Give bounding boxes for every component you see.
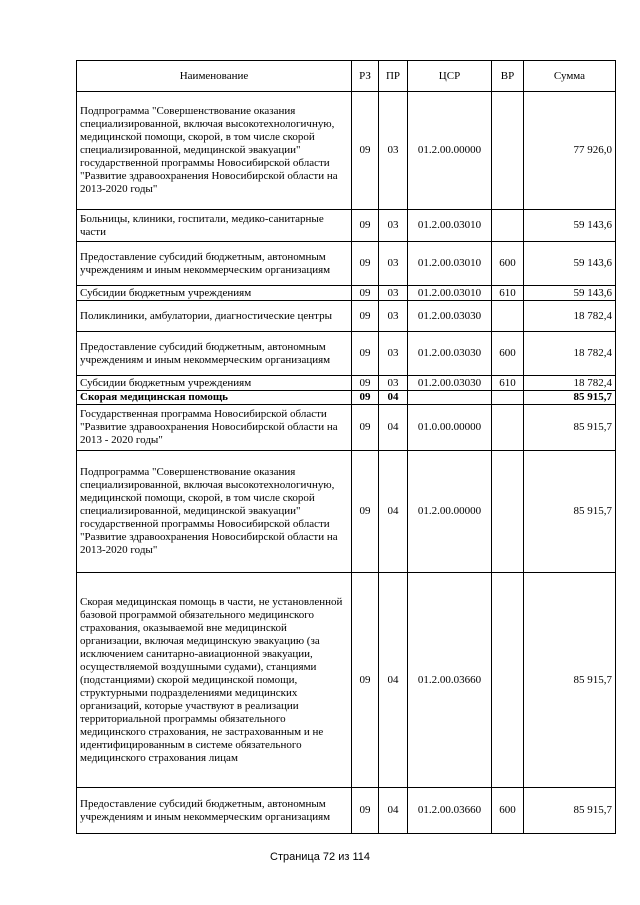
cell-sum: 85 915,7 xyxy=(524,573,616,788)
cell-csr: 01.2.00.03030 xyxy=(408,301,492,332)
cell-csr: 01.2.00.03660 xyxy=(408,573,492,788)
cell-name: Предоставление субсидий бюджетным, автономным учреждениям и иным некоммерческим организациям xyxy=(77,788,352,834)
cell-name: Государственная программа Новосибирской области "Развитие здравоохранения Новосибирской области на 2013 - 2020 годы" xyxy=(77,405,352,451)
cell-csr: 01.2.00.03010 xyxy=(408,210,492,242)
table-row xyxy=(77,788,616,834)
cell-csr: 01.2.00.00000 xyxy=(408,92,492,210)
cell-rz: 09 xyxy=(352,376,379,391)
cell-pr: 04 xyxy=(379,788,408,834)
cell-name: Скорая медицинская помощь xyxy=(77,391,352,405)
cell-pr: 03 xyxy=(379,92,408,210)
cell-csr: 01.0.00.00000 xyxy=(408,405,492,451)
table-row xyxy=(77,301,616,332)
header-row xyxy=(77,61,616,92)
cell-vr xyxy=(492,391,524,405)
table-row xyxy=(77,332,616,376)
cell-name: Подпрограмма "Совершенствование оказания специализированной, включая высокотехнологичную, медицинской помощи, скорой, в том числе скорой специализированной, медицинской эвакуации" государственной программы Новосибирской области "Развитие здравоохранения Новосибирской области на 2013-2020 годы" xyxy=(77,92,352,210)
cell-pr: 03 xyxy=(379,301,408,332)
cell-pr: 03 xyxy=(379,332,408,376)
cell-rz: 09 xyxy=(352,332,379,376)
cell-name: Скорая медицинская помощь в части, не установленной базовой программой обязательного медицинского страхования, оказываемой вне медицинской организации, включая медицинскую эвакуацию (за исключением санитарно-авиационной эвакуации, осуществляемой воздушными судами), станциями (подстанциями) скорой медицинской помощи, структурными подразделениями медицинских организаций, которые участвуют в реализации территориальной программы обязательного медицинского страхования, не застрахованным и не идентифицированным в системе обязательного медицинского страхования лицам xyxy=(77,573,352,788)
cell-csr: 01.2.00.03030 xyxy=(408,332,492,376)
cell-rz: 09 xyxy=(352,391,379,405)
header-csr: ЦСР xyxy=(408,61,492,92)
cell-rz: 09 xyxy=(352,286,379,301)
table-row xyxy=(77,376,616,391)
cell-sum: 59 143,6 xyxy=(524,242,616,286)
page-number: Страница 72 из 114 xyxy=(270,851,370,863)
cell-csr xyxy=(408,391,492,405)
cell-csr: 01.2.00.03010 xyxy=(408,242,492,286)
cell-name: Предоставление субсидий бюджетным, автономным учреждениям и иным некоммерческим организациям xyxy=(77,332,352,376)
header-vr: ВР xyxy=(492,61,524,92)
cell-sum: 18 782,4 xyxy=(524,332,616,376)
cell-pr: 03 xyxy=(379,286,408,301)
cell-rz: 09 xyxy=(352,210,379,242)
cell-pr: 04 xyxy=(379,573,408,788)
cell-rz: 09 xyxy=(352,92,379,210)
cell-name: Предоставление субсидий бюджетным, автономным учреждениям и иным некоммерческим организациям xyxy=(77,242,352,286)
cell-rz: 09 xyxy=(352,451,379,573)
cell-pr: 03 xyxy=(379,210,408,242)
cell-pr: 03 xyxy=(379,376,408,391)
header-rz: РЗ xyxy=(352,61,379,92)
header-name: Наименование xyxy=(77,61,352,92)
cell-sum: 59 143,6 xyxy=(524,210,616,242)
cell-vr: 600 xyxy=(492,332,524,376)
cell-csr: 01.2.00.00000 xyxy=(408,451,492,573)
table-row xyxy=(77,451,616,573)
cell-vr: 610 xyxy=(492,286,524,301)
cell-rz: 09 xyxy=(352,573,379,788)
cell-pr: 04 xyxy=(379,391,408,405)
cell-name: Субсидии бюджетным учреждениям xyxy=(77,376,352,391)
cell-name: Больницы, клиники, госпитали, медико-санитарные части xyxy=(77,210,352,242)
cell-rz: 09 xyxy=(352,788,379,834)
cell-vr xyxy=(492,301,524,332)
table-row xyxy=(77,286,616,301)
table-row xyxy=(77,573,616,788)
cell-vr xyxy=(492,405,524,451)
cell-name: Поликлиники, амбулатории, диагностические центры xyxy=(77,301,352,332)
table-row xyxy=(77,210,616,242)
cell-vr xyxy=(492,210,524,242)
cell-sum: 85 915,7 xyxy=(524,405,616,451)
cell-pr: 04 xyxy=(379,451,408,573)
cell-sum: 85 915,7 xyxy=(524,788,616,834)
cell-csr: 01.2.00.03010 xyxy=(408,286,492,301)
cell-sum: 77 926,0 xyxy=(524,92,616,210)
cell-rz: 09 xyxy=(352,301,379,332)
cell-sum: 85 915,7 xyxy=(524,391,616,405)
cell-vr xyxy=(492,573,524,788)
header-sum: Сумма xyxy=(524,61,616,92)
cell-pr: 04 xyxy=(379,405,408,451)
cell-vr: 600 xyxy=(492,242,524,286)
cell-vr xyxy=(492,92,524,210)
cell-csr: 01.2.00.03660 xyxy=(408,788,492,834)
table-row-section xyxy=(77,391,616,405)
cell-vr xyxy=(492,451,524,573)
cell-sum: 85 915,7 xyxy=(524,451,616,573)
cell-csr: 01.2.00.03030 xyxy=(408,376,492,391)
budget-table xyxy=(76,60,616,834)
cell-vr: 600 xyxy=(492,788,524,834)
cell-name: Субсидии бюджетным учреждениям xyxy=(77,286,352,301)
cell-rz: 09 xyxy=(352,242,379,286)
cell-name: Подпрограмма "Совершенствование оказания специализированной, включая высокотехнологичную, медицинской помощи, скорой, в том числе скорой специализированной, медицинской эвакуации" государственной программы Новосибирской области "Развитие здравоохранения Новосибирской области на 2013-2020 годы" xyxy=(77,451,352,573)
table-row xyxy=(77,242,616,286)
header-pr: ПР xyxy=(379,61,408,92)
cell-vr: 610 xyxy=(492,376,524,391)
cell-rz: 09 xyxy=(352,405,379,451)
table-row xyxy=(77,405,616,451)
cell-pr: 03 xyxy=(379,242,408,286)
cell-sum: 18 782,4 xyxy=(524,376,616,391)
cell-sum: 59 143,6 xyxy=(524,286,616,301)
table-row xyxy=(77,92,616,210)
cell-sum: 18 782,4 xyxy=(524,301,616,332)
